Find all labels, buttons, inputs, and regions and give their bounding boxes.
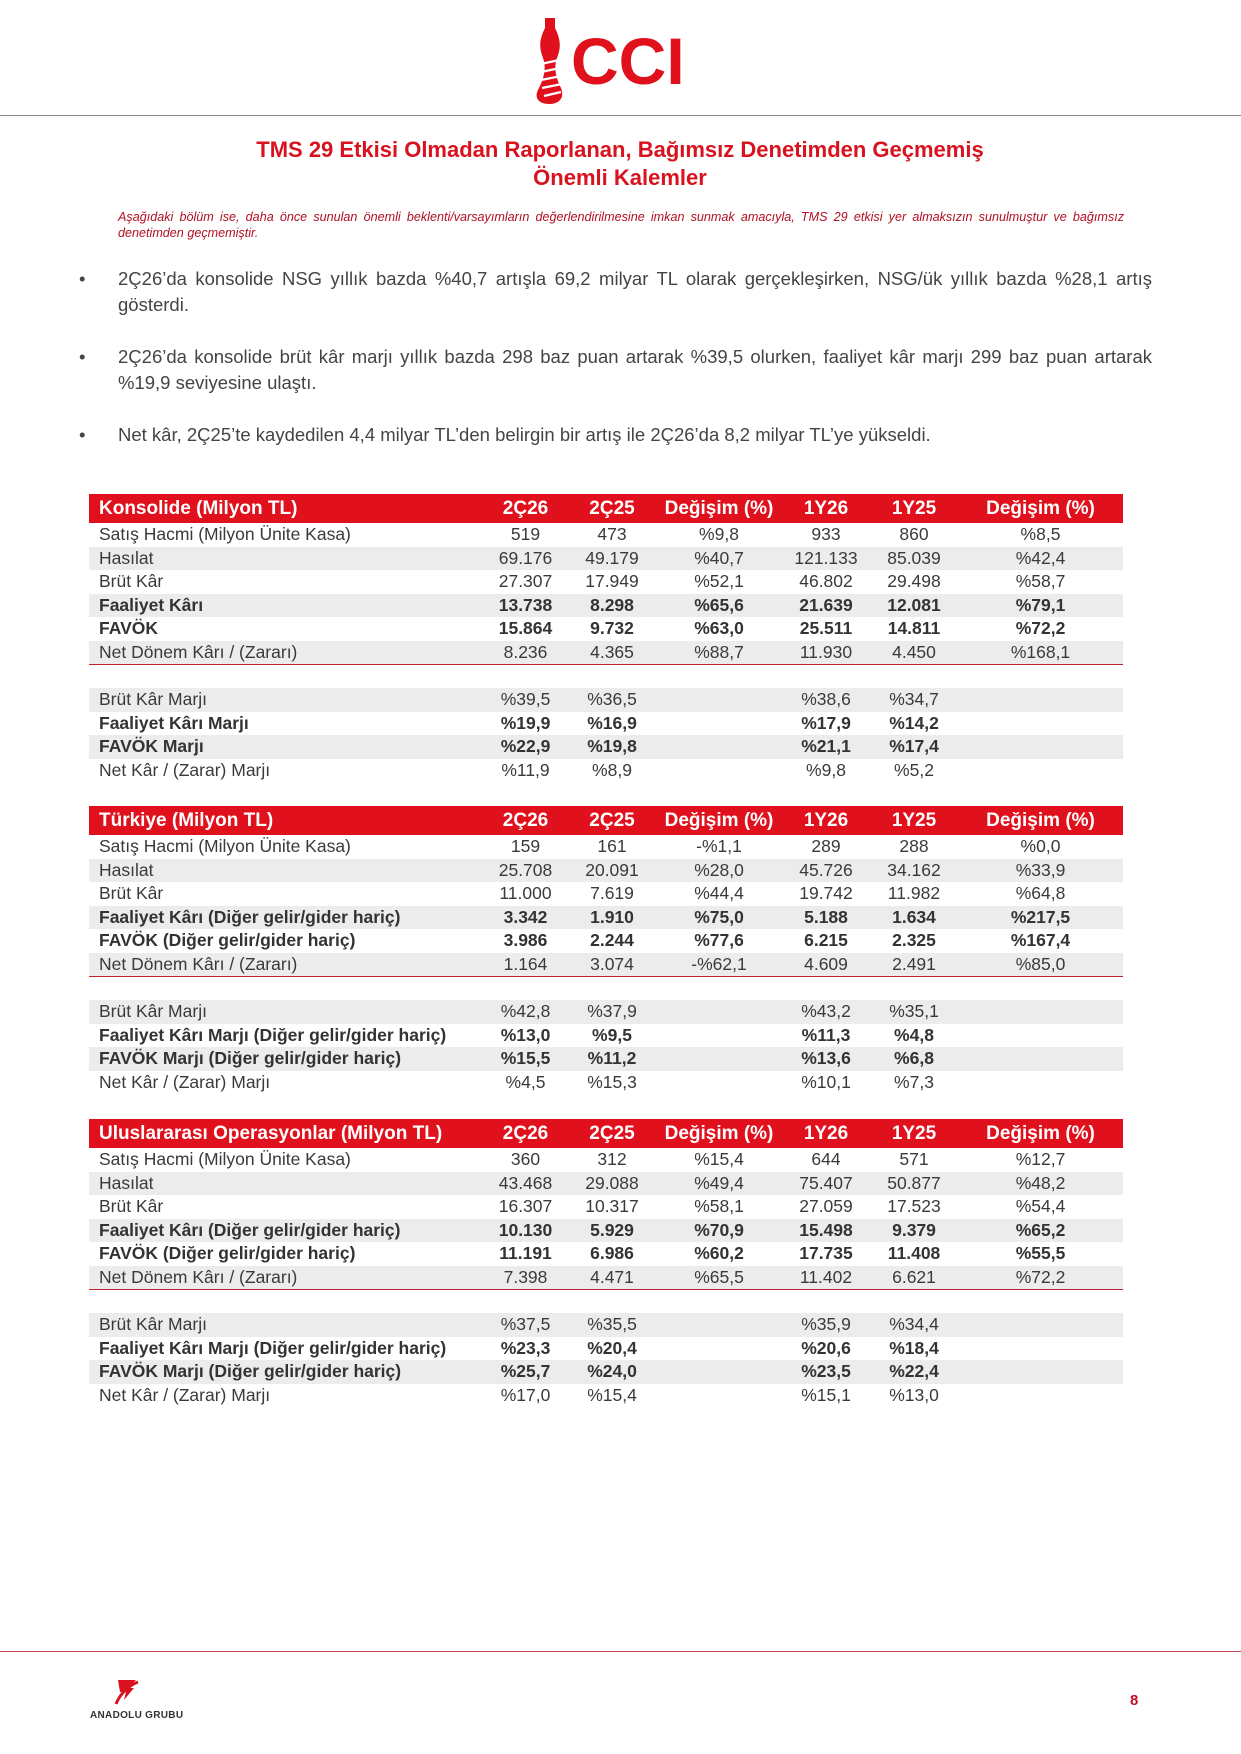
table-cell: %19,8 xyxy=(568,735,656,759)
table-cell: %4,5 xyxy=(505,1071,546,1092)
table-cell: 288 xyxy=(899,836,929,857)
table-cell: 6.215 xyxy=(804,930,848,951)
table-row xyxy=(89,759,1123,783)
row-label: Faaliyet Kârı xyxy=(89,594,483,618)
table-row xyxy=(89,1337,1123,1361)
table-row xyxy=(89,859,1123,883)
table-cell: 2.244 xyxy=(590,930,634,951)
table-cell: 10.130 xyxy=(483,1219,568,1243)
row-label: Hasılat xyxy=(89,859,483,883)
table-cell: 50.877 xyxy=(870,1172,958,1196)
table-cell: 34.162 xyxy=(870,859,958,883)
page-title-line-1: TMS 29 Etkisi Olmadan Raporlanan, Bağımsız Denetimden Geçmemiş xyxy=(256,137,984,162)
table-cell xyxy=(958,735,1123,759)
table-cell: %217,5 xyxy=(958,906,1123,930)
table-cell: 1.634 xyxy=(870,906,958,930)
table-cell: 2.325 xyxy=(892,930,936,951)
table-row xyxy=(89,712,1123,736)
table-cell: 9.732 xyxy=(590,618,634,639)
table-cell: %49,4 xyxy=(656,1172,782,1196)
table-cell: 14.811 xyxy=(887,618,941,639)
table-cell: %6,8 xyxy=(870,1047,958,1071)
table-cell: 19.742 xyxy=(799,883,853,904)
table-cell: 49.179 xyxy=(568,547,656,571)
table-row xyxy=(89,641,1123,665)
table-cell: 11.402 xyxy=(782,1266,870,1290)
table-cell: 8.298 xyxy=(568,594,656,618)
table-cell: %52,1 xyxy=(694,571,744,592)
table-cell xyxy=(656,1000,782,1024)
row-label: Net Kâr / (Zarar) Marjı xyxy=(99,1071,271,1092)
row-label: Net Kâr / (Zarar) Marjı xyxy=(99,1384,271,1405)
table-cell xyxy=(656,1360,782,1384)
table-cell xyxy=(656,1024,782,1048)
table-cell: %20,4 xyxy=(587,1337,637,1358)
column-header: 1Y26 xyxy=(782,494,870,523)
row-label: Hasılat xyxy=(89,1172,483,1196)
column-header: 2Ç26 xyxy=(483,1119,568,1148)
table-row xyxy=(89,523,1123,547)
table-cell: %24,0 xyxy=(568,1360,656,1384)
table-cell: %9,5 xyxy=(592,1024,632,1045)
table-row xyxy=(89,1071,1123,1095)
table-cell: 4.450 xyxy=(870,641,958,665)
table-row xyxy=(89,906,1123,930)
table-section-title: Uluslararası Operasyonlar (Milyon TL) xyxy=(89,1119,483,1148)
table-cell: %11,3 xyxy=(801,1024,851,1045)
table-cell xyxy=(656,1047,782,1071)
table-cell: 29.498 xyxy=(887,571,941,592)
table-spacer xyxy=(89,1289,1123,1313)
table-cell xyxy=(656,1384,782,1408)
table-cell xyxy=(656,1071,782,1095)
row-label: Brüt Kâr Marjı xyxy=(89,1000,483,1024)
table-cell: 5.929 xyxy=(568,1219,656,1243)
table-cell: %63,0 xyxy=(694,618,744,639)
bullet-item xyxy=(76,422,1152,448)
table-cell: %4,8 xyxy=(894,1024,934,1045)
row-label: Brüt Kâr Marjı xyxy=(89,1313,483,1337)
table-cell: %8,9 xyxy=(592,759,632,780)
financial-table xyxy=(89,1119,1123,1407)
table-cell: %55,5 xyxy=(1015,1243,1066,1264)
row-label: Net Dönem Kârı / (Zararı) xyxy=(89,1266,483,1290)
bullet-dot: • xyxy=(79,424,86,445)
row-label: Net Kâr / (Zarar) Marjı xyxy=(99,759,271,780)
table-cell: %34,7 xyxy=(870,688,958,712)
financial-table xyxy=(89,494,1123,782)
table-cell xyxy=(958,688,1123,712)
table-cell: 9.379 xyxy=(870,1219,958,1243)
row-label: Net Dönem Kârı / (Zararı) xyxy=(89,641,483,665)
table-cell: 644 xyxy=(811,1149,841,1170)
table-cell: 6.621 xyxy=(870,1266,958,1290)
table-cell: 45.726 xyxy=(782,859,870,883)
table-cell: %168,1 xyxy=(958,641,1123,665)
table-cell xyxy=(958,1337,1123,1361)
table-row xyxy=(89,547,1123,571)
table-cell: 161 xyxy=(597,836,627,857)
table-cell: 25.511 xyxy=(799,618,853,639)
table-cell: %8,5 xyxy=(1020,524,1061,545)
table-cell xyxy=(656,1337,782,1361)
table-cell: %12,7 xyxy=(1015,1149,1066,1170)
row-label: FAVÖK Marjı (Diğer gelir/gider hariç) xyxy=(89,1360,483,1384)
table-cell: 27.059 xyxy=(799,1196,853,1217)
row-label: Hasılat xyxy=(89,547,483,571)
column-header: 1Y25 xyxy=(870,1119,958,1148)
table-cell: %42,4 xyxy=(958,547,1123,571)
table-row xyxy=(89,835,1123,859)
column-header: Değişim (%) xyxy=(656,494,782,523)
table-cell: 46.802 xyxy=(799,571,853,592)
table-cell: %11,9 xyxy=(501,759,550,780)
table-row xyxy=(89,1384,1123,1408)
table-cell: 8.236 xyxy=(483,641,568,665)
table-row xyxy=(89,1360,1123,1384)
table-cell: %7,3 xyxy=(894,1071,934,1092)
table-cell: 860 xyxy=(899,524,929,545)
table-row xyxy=(89,1219,1123,1243)
page-number: 8 xyxy=(1130,1692,1139,1709)
table-row xyxy=(89,953,1123,977)
column-header: 1Y26 xyxy=(782,806,870,835)
row-label: Satış Hacmi (Milyon Ünite Kasa) xyxy=(99,836,351,857)
table-spacer xyxy=(89,664,1123,688)
table-cell: 519 xyxy=(510,524,541,545)
table-cell: 11.191 xyxy=(499,1243,552,1264)
row-label: Faaliyet Kârı Marjı (Diğer gelir/gider hariç) xyxy=(99,1024,447,1045)
table-cell: 11.408 xyxy=(887,1243,941,1264)
table-cell: %11,2 xyxy=(568,1047,656,1071)
table-cell: %58,7 xyxy=(1015,571,1066,592)
table-cell: %64,8 xyxy=(1015,883,1066,904)
table-row xyxy=(89,617,1123,641)
table-header-row xyxy=(89,806,1123,835)
table-cell: %15,4 xyxy=(694,1149,744,1170)
table-row xyxy=(89,1047,1123,1071)
table-cell: %36,5 xyxy=(568,688,656,712)
table-cell: -%1,1 xyxy=(696,836,742,857)
table-cell: %5,2 xyxy=(894,759,934,780)
table-cell: 17.949 xyxy=(585,571,639,592)
table-cell: %79,1 xyxy=(958,594,1123,618)
page-title xyxy=(120,136,1120,192)
table-cell: %25,7 xyxy=(483,1360,568,1384)
table-cell: 312 xyxy=(597,1149,627,1170)
table-cell: 1.164 xyxy=(483,953,568,977)
table-section-title: Türkiye (Milyon TL) xyxy=(89,806,483,835)
table-cell: 12.081 xyxy=(870,594,958,618)
table-cell: 17.735 xyxy=(799,1243,853,1264)
spacer-cell xyxy=(89,976,1123,1000)
table-cell: %15,5 xyxy=(483,1047,568,1071)
spacer-cell xyxy=(89,664,1123,688)
table-cell: %72,2 xyxy=(1015,618,1066,639)
table-cell: %38,6 xyxy=(782,688,870,712)
cci-logo xyxy=(535,14,705,106)
spacer-cell xyxy=(89,1289,1123,1313)
table-row xyxy=(89,1195,1123,1219)
table-cell: %17,9 xyxy=(801,712,851,733)
table-cell: 3.986 xyxy=(503,930,548,951)
table-cell: %35,5 xyxy=(568,1313,656,1337)
table-cell: 473 xyxy=(597,524,627,545)
table-cell: 16.307 xyxy=(498,1196,553,1217)
table-cell: 289 xyxy=(811,836,841,857)
table-cell: 121.133 xyxy=(782,547,870,571)
table-cell: -%62,1 xyxy=(656,953,782,977)
table-cell xyxy=(958,1071,1123,1095)
financial-table xyxy=(89,806,1123,1094)
table-row xyxy=(89,1172,1123,1196)
table-cell xyxy=(958,1313,1123,1337)
column-header: 2Ç26 xyxy=(483,806,568,835)
table-cell: 5.188 xyxy=(782,906,870,930)
table-cell: 3.074 xyxy=(568,953,656,977)
table-cell: 15.864 xyxy=(498,618,553,639)
table-cell: 159 xyxy=(510,836,541,857)
table-cell: 4.471 xyxy=(568,1266,656,1290)
bullet-list xyxy=(76,266,1152,474)
bullet-dot: • xyxy=(79,346,86,367)
table-cell: 25.708 xyxy=(483,859,568,883)
row-label: Brüt Kâr xyxy=(99,1196,164,1217)
table-cell: %17,4 xyxy=(870,735,958,759)
table-cell: 17.523 xyxy=(887,1196,941,1217)
row-label: Faaliyet Kârı (Diğer gelir/gider hariç) xyxy=(89,1219,483,1243)
row-label: Brüt Kâr xyxy=(99,883,164,904)
page-title-line-2: Önemli Kalemler xyxy=(533,165,707,190)
table-cell: 15.498 xyxy=(782,1219,870,1243)
table-row xyxy=(89,1266,1123,1290)
table-cell: %39,5 xyxy=(483,688,568,712)
column-header: 2Ç25 xyxy=(568,1119,656,1148)
table-cell: %23,3 xyxy=(500,1337,551,1358)
table-cell: %0,0 xyxy=(1020,836,1061,857)
table-cell: 13.738 xyxy=(483,594,568,618)
table-cell: %22,4 xyxy=(870,1360,958,1384)
column-header: 1Y25 xyxy=(870,494,958,523)
table-cell: 85.039 xyxy=(870,547,958,571)
row-label: FAVÖK (Diğer gelir/gider hariç) xyxy=(99,1243,356,1264)
table-cell xyxy=(958,759,1123,783)
table-cell: %85,0 xyxy=(958,953,1123,977)
table-cell: 360 xyxy=(510,1149,541,1170)
table-cell: %28,0 xyxy=(656,859,782,883)
table-cell xyxy=(958,1384,1123,1408)
table-cell xyxy=(656,735,782,759)
table-row xyxy=(89,594,1123,618)
table-cell: %13,0 xyxy=(889,1384,939,1405)
table-cell: 2.491 xyxy=(870,953,958,977)
table-row xyxy=(89,929,1123,953)
footer-divider xyxy=(0,1651,1241,1652)
table-row xyxy=(89,735,1123,759)
column-header: Değişim (%) xyxy=(656,1119,782,1148)
table-cell: %22,9 xyxy=(483,735,568,759)
table-cell: %33,9 xyxy=(958,859,1123,883)
column-header: Değişim (%) xyxy=(656,806,782,835)
table-cell: 10.317 xyxy=(585,1196,639,1217)
table-cell: %35,1 xyxy=(870,1000,958,1024)
table-cell: 7.398 xyxy=(483,1266,568,1290)
row-label: Net Dönem Kârı / (Zararı) xyxy=(89,953,483,977)
bullet-item xyxy=(76,344,1152,396)
table-cell: %9,8 xyxy=(806,759,846,780)
row-label: FAVÖK Marjı (Diğer gelir/gider hariç) xyxy=(89,1047,483,1071)
table-header-row xyxy=(89,494,1123,523)
table-cell: %18,4 xyxy=(889,1337,939,1358)
table-cell: %13,0 xyxy=(500,1024,551,1045)
column-header: 2Ç25 xyxy=(568,806,656,835)
table-cell: 933 xyxy=(811,524,841,545)
intro-note: Aşağıdaki bölüm ise, daha önce sunulan önemli beklenti/varsayımların değerlendirilmesine imkan sunmak amacıyla, TMS 29 etkisi yer almaksızın sunulmuştur ve bağımsız denetimden geçmemiştir. xyxy=(118,210,1124,240)
table-cell: %54,4 xyxy=(1015,1196,1066,1217)
table-cell: %16,9 xyxy=(587,712,637,733)
bullet-dot: • xyxy=(79,268,86,289)
row-label: Brüt Kâr Marjı xyxy=(89,688,483,712)
table-cell: %70,9 xyxy=(656,1219,782,1243)
table-cell: 11.000 xyxy=(499,883,552,904)
table-cell: 21.639 xyxy=(782,594,870,618)
row-label: Faaliyet Kârı Marjı (Diğer gelir/gider hariç) xyxy=(99,1337,447,1358)
table-cell xyxy=(958,1047,1123,1071)
column-header: Değişim (%) xyxy=(958,806,1123,835)
cci-logo-text: CCI xyxy=(571,24,685,98)
table-cell: 69.176 xyxy=(483,547,568,571)
table-cell xyxy=(656,712,782,736)
table-cell xyxy=(958,1000,1123,1024)
footer-brand: ANADOLU GRUBU xyxy=(90,1710,184,1721)
table-cell: %21,1 xyxy=(782,735,870,759)
table-cell: %48,2 xyxy=(958,1172,1123,1196)
row-label: FAVÖK (Diğer gelir/gider hariç) xyxy=(99,930,356,951)
table-cell: %15,3 xyxy=(587,1071,637,1092)
table-cell: %42,8 xyxy=(483,1000,568,1024)
table-cell: %13,6 xyxy=(782,1047,870,1071)
table-row xyxy=(89,570,1123,594)
column-header: Değişim (%) xyxy=(958,494,1123,523)
table-cell: 4.365 xyxy=(568,641,656,665)
table-cell: %75,0 xyxy=(656,906,782,930)
table-row xyxy=(89,1242,1123,1266)
table-cell: %65,2 xyxy=(958,1219,1123,1243)
table-cell: 11.930 xyxy=(782,641,870,665)
table-cell: 1.910 xyxy=(568,906,656,930)
table-row xyxy=(89,1148,1123,1172)
table-row xyxy=(89,1313,1123,1337)
table-spacer xyxy=(89,976,1123,1000)
table-section-title: Konsolide (Milyon TL) xyxy=(89,494,483,523)
table-cell: 4.609 xyxy=(782,953,870,977)
table-cell xyxy=(958,1360,1123,1384)
table-cell: %10,1 xyxy=(801,1071,851,1092)
table-cell: %65,6 xyxy=(656,594,782,618)
bullet-text: 2Ç26’da konsolide brüt kâr marjı yıllık bazda 298 baz puan artarak %39,5 olurken, faaliyet kâr marjı 299 baz puan artarak %19,9 seviyesine ulaştı. xyxy=(118,346,1152,393)
table-cell: 29.088 xyxy=(568,1172,656,1196)
table-cell: %72,2 xyxy=(958,1266,1123,1290)
table-cell: 20.091 xyxy=(568,859,656,883)
bullet-text: Net kâr, 2Ç25’te kaydedilen 4,4 milyar TL’den belirgin bir artış ile 2Ç26’da 8,2 milyar TL’ye yükseldi. xyxy=(118,424,931,445)
table-cell: %17,0 xyxy=(500,1384,551,1405)
table-cell: %44,4 xyxy=(694,883,744,904)
table-cell: %9,8 xyxy=(699,524,739,545)
table-cell: %60,2 xyxy=(694,1243,744,1264)
table-cell: 75.407 xyxy=(782,1172,870,1196)
row-label: Faaliyet Kârı Marjı xyxy=(99,712,249,733)
table-cell: 27.307 xyxy=(498,571,553,592)
table-row xyxy=(89,688,1123,712)
column-header: 1Y26 xyxy=(782,1119,870,1148)
table-cell: %15,4 xyxy=(587,1384,637,1405)
table-cell: %34,4 xyxy=(870,1313,958,1337)
row-label: Brüt Kâr xyxy=(99,571,164,592)
bullet-text: 2Ç26’da konsolide NSG yıllık bazda %40,7 artışla 69,2 milyar TL olarak gerçekleşirken, NSG/ük yıllık bazda %28,1 artış gösterdi. xyxy=(118,268,1152,315)
row-label: Satış Hacmi (Milyon Ünite Kasa) xyxy=(99,1149,351,1170)
row-label: Faaliyet Kârı (Diğer gelir/gider hariç) xyxy=(89,906,483,930)
table-row xyxy=(89,1000,1123,1024)
header-divider xyxy=(0,115,1241,116)
table-cell: %43,2 xyxy=(782,1000,870,1024)
table-cell: %167,4 xyxy=(1010,930,1071,951)
table-cell: 11.982 xyxy=(887,883,941,904)
table-cell: %20,6 xyxy=(801,1337,851,1358)
table-cell: %37,5 xyxy=(483,1313,568,1337)
table-cell xyxy=(656,759,782,783)
table-cell: 7.619 xyxy=(590,883,634,904)
table-cell: 3.342 xyxy=(483,906,568,930)
row-label: FAVÖK xyxy=(99,618,158,639)
table-cell: %65,5 xyxy=(656,1266,782,1290)
column-header: Değişim (%) xyxy=(958,1119,1123,1148)
table-cell xyxy=(656,1313,782,1337)
table-cell xyxy=(958,1024,1123,1048)
table-header-row xyxy=(89,1119,1123,1148)
table-cell xyxy=(958,712,1123,736)
table-cell: %77,6 xyxy=(694,930,744,951)
bullet-item xyxy=(76,266,1152,318)
table-row xyxy=(89,1024,1123,1048)
column-header: 2Ç25 xyxy=(568,494,656,523)
column-header: 1Y25 xyxy=(870,806,958,835)
table-cell: %35,9 xyxy=(782,1313,870,1337)
column-header: 2Ç26 xyxy=(483,494,568,523)
table-cell: 43.468 xyxy=(483,1172,568,1196)
table-cell xyxy=(656,688,782,712)
table-cell: %58,1 xyxy=(694,1196,744,1217)
table-cell: %37,9 xyxy=(568,1000,656,1024)
row-label: Satış Hacmi (Milyon Ünite Kasa) xyxy=(99,524,351,545)
row-label: FAVÖK Marjı xyxy=(89,735,483,759)
table-cell: 571 xyxy=(899,1149,929,1170)
table-cell: %40,7 xyxy=(656,547,782,571)
table-row xyxy=(89,882,1123,906)
table-cell: %19,9 xyxy=(500,712,551,733)
table-cell: %88,7 xyxy=(656,641,782,665)
table-cell: %14,2 xyxy=(889,712,939,733)
table-cell: %23,5 xyxy=(782,1360,870,1384)
table-cell: 6.986 xyxy=(590,1243,634,1264)
table-cell: %15,1 xyxy=(801,1384,851,1405)
